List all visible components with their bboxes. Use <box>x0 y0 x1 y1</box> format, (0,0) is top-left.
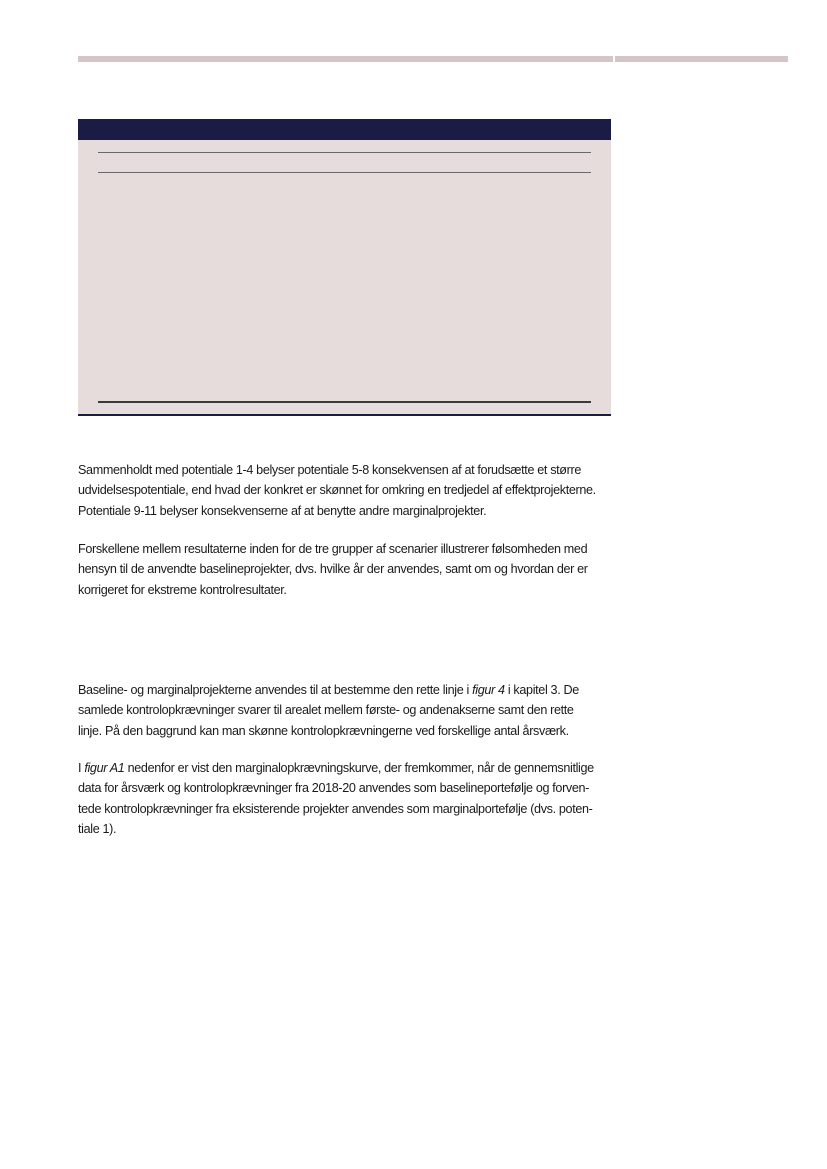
page-header-rule <box>78 56 788 62</box>
text-run: Baseline- og marginalprojekterne anvendes til at bestemme den rette linje i <box>78 683 473 697</box>
text-line <box>78 758 612 778</box>
text-line: udvidelsespotentiale, end hvad der konkret er skønnet for omkring en tredjedel af effektprojekterne. <box>78 483 596 498</box>
text-line: hensyn til de anvendte baselineprojekter, dvs. hvilke år der anvendes, samt om og hvordan der er <box>78 562 588 577</box>
text-line: korrigeret for ekstreme kontrolresultater. <box>78 582 287 597</box>
text-run: i kapitel 3. De <box>504 683 579 697</box>
text-line: linje. På den baggrund kan man skønne kontrolopkrævningerne ved forskellige antal årsværk. <box>78 723 569 738</box>
table-bottom-rule <box>98 401 591 403</box>
text-line <box>78 680 612 700</box>
table-header-bar <box>78 119 611 140</box>
table-header-rule <box>98 172 591 173</box>
header-rule-gap <box>613 56 615 62</box>
text-line: tede kontrolopkrævninger fra eksisterende projekter anvendes som marginalportefølje (dvs. poten- <box>78 801 593 816</box>
table-bottom-border <box>78 414 611 416</box>
text-run: nedenfor er vist den marginalopkrævningskurve, der fremkommer, når de gennemsnitlige <box>124 761 594 775</box>
table-body <box>78 140 611 414</box>
paragraph-sensitivity <box>78 460 612 521</box>
text-line: Forskellene mellem resultaterne inden for de tre grupper af scenarier illustrerer følsomheden med <box>78 542 588 556</box>
text-line: tiale 1). <box>78 822 117 837</box>
paragraph-figure-a1 <box>78 758 612 840</box>
text-line: data for årsværk og kontrolopkrævninger fra 2018-20 anvendes som baselineportefølje og forven- <box>78 781 590 796</box>
paragraph-baseline <box>78 680 612 741</box>
data-table <box>78 119 611 417</box>
table-top-rule <box>98 152 591 153</box>
text-line: samlede kontrolopkrævninger svarer til arealet mellem første- og andenakserne samt den rette <box>78 703 574 718</box>
figure-reference: figur 4 <box>472 683 505 697</box>
paragraph-differences <box>78 539 612 600</box>
text-line: Sammenholdt med potentiale 1-4 belyser potentiale 5-8 konsekvensen af at forudsætte et større <box>78 463 581 477</box>
text-line: Potentiale 9-11 belyser konsekvenserne af at benytte andre marginalprojekter. <box>78 503 487 518</box>
figure-reference: figur A1 <box>84 761 125 775</box>
text-run: I <box>78 761 85 775</box>
